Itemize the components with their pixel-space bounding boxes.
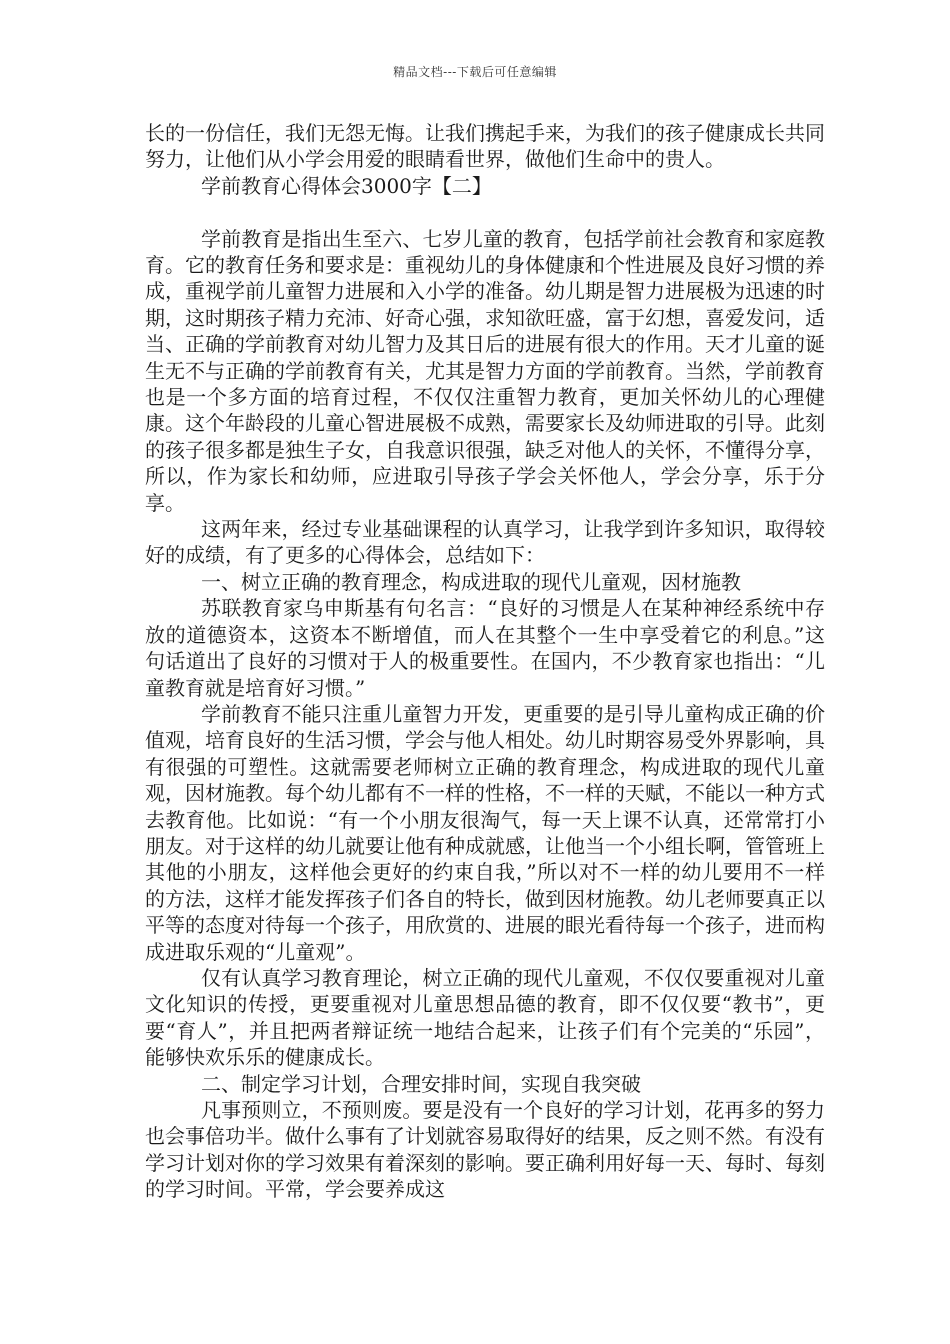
paragraph: 这两年来，经过专业基础课程的认真学习，让我学到许多知识，取得较好的成绩，有了更多的心得体会，总结如下： (145, 517, 825, 568)
section-subtitle: 学前教育心得体会3000字【二】 (201, 173, 492, 198)
paragraph: 学前教育是指出生至六、七岁儿童的教育，包括学前社会教育和家庭教育。它的教育任务和要求是：重视幼儿的身体健康和个性进展及良好习惯的养成，重视学前儿童智力进展和入小学的准备。幼儿期是智力进展极为迅速的时期，这时期孩子精力充沛、好奇心强，求知欲旺盛，富于幻想，喜爱发问，适当、正确的学前教育对幼儿智力及其日后的进展有很大的作用。天才儿童的诞生无不与正确的学前教育有关，尤其是智力方面的学前教育。当然，学前教育也是一个多方面的培育过程，不仅仅注重智力教育，更加关怀幼儿的心理健康。这个年龄段的儿童心智进展极不成熟，需要家长及幼师进取的引导。此刻的孩子很多都是独生子女，自我意识很强，缺乏对他人的关怀，不懂得分享，所以，作为家长和幼师，应进取引导孩子学会关怀他人，学会分享，乐于分享。 (145, 226, 825, 515)
blank-line (145, 199, 825, 225)
section-heading: 二、制定学习计划，合理安排时间，实现自我突破 (201, 1071, 641, 1096)
paragraph-continuation: 长的一份信任，我们无怨无悔。让我们携起手来，为我们的孩子健康成长共同努力，让他们从小学会用爱的眼睛看世界，做他们生命中的贵人。 (145, 121, 825, 172)
paragraph: 学前教育不能只注重儿童智力开发，更重要的是引导儿童构成正确的价值观，培育良好的生活习惯，学会与他人相处。幼儿时期容易受外界影响，具有很强的可塑性。这就需要老师树立正确的教育理念，构成进取的现代儿童观，因材施教。每个幼儿都有不一样的性格，不一样的天赋，不能以一种方式去教育他。比如说：“有一个小朋友很淘气，每一天上课不认真，还常常打小朋友。对于这样的幼儿就要让他有种成就感，让他当一个小组长啊，管管班上其他的小朋友，这样他会更好的约束自我，”所以对不一样的幼儿要用不一样的方法，这样才能发挥孩子们各自的特长，做到因材施教。幼儿老师要真正以平等的态度对待每一个孩子，用欣赏的、进展的眼光看待每一个孩子，进而构成进取乐观的“儿童观”。 (145, 701, 825, 964)
page-header: 精品文档---下载后可任意编辑 (393, 65, 557, 79)
paragraph: 仅有认真学习教育理论，树立正确的现代儿童观，不仅仅要重视对儿童文化知识的传授，更要重视对儿童思想品德的教育，即不仅仅要“教书”，更要“育人”，并且把两者辩证统一地结合起来，让孩子们有个完美的“乐园”，能够快欢乐乐的健康成长。 (145, 965, 825, 1070)
paragraph: 苏联教育家乌申斯基有句名言：“良好的习惯是人在某种神经系统中存放的道德资本，这资本不断增值，而人在其整个一生中享受着它的利息。”这句话道出了良好的习惯对于人的极重要性。在国内，不少教育家也指出：“儿童教育就是培育好习惯。” (145, 596, 825, 700)
section-heading: 一、树立正确的教育理念，构成进取的现代儿童观，因材施教 (201, 569, 741, 594)
paragraph: 凡事预则立，不预则废。要是没有一个良好的学习计划，花再多的努力也会事倍功半。做什么事有了计划就容易取得好的结果，反之则不然。有没有学习计划对你的学习效果有着深刻的影响。要正确利用好每一天、每时、每刻的学习时间。平常，学会要养成这 (145, 1098, 825, 1202)
document-body (145, 120, 825, 1203)
